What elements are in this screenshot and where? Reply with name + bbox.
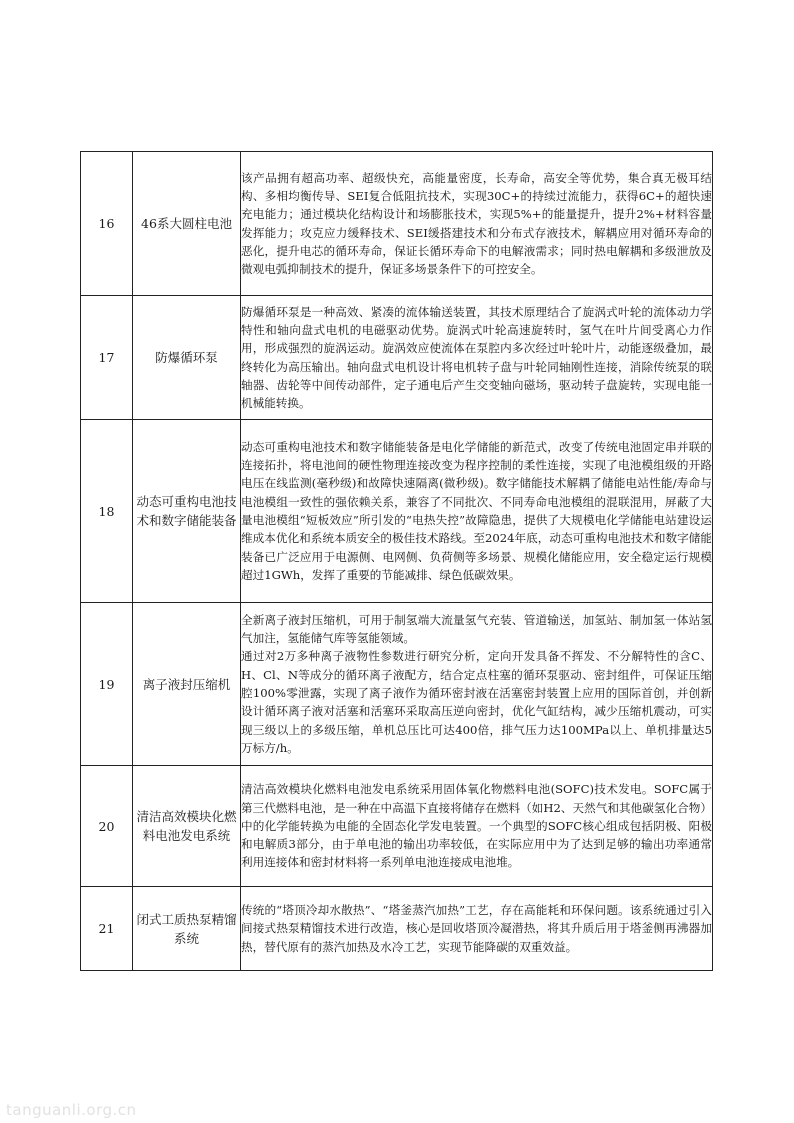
description-paragraph: 防爆循环泵是一种高效、紧凑的流体输送装置，其技术原理结合了旋涡式叶轮的流体动力学特性和轴向盘式电机的电磁驱动优势。旋涡式叶轮高速旋转时，氢气在叶片间受离心力作用，形成强烈的旋涡运动。旋涡效应使流体在泵腔内多次经过叶轮叶片，动能逐级叠加，最终转化为高压输出。轴向盘式电机设计将电机转子盘与叶轮同轴刚性连接，消除传统泵的联轴器、齿轮等中间传动部件，定子通电后产生交变轴向磁场，驱动转子盘旋转，实现电能一机械能转换。 [241, 304, 712, 411]
product-description [241, 296, 713, 420]
product-name: 动态可重构电池技术和数字储能装备 [133, 420, 241, 603]
row-number: 16 [81, 152, 133, 296]
product-description [241, 887, 713, 971]
description-paragraph: 清洁高效模块化燃料电池发电系统采用固体氧化物燃料电池(SOFC)技术发电。SOFC属于第三代燃料电池，是一种在中高温下直接将储存在燃料（如H2、天然气和其他碳氢化合物）中的化学能转换为电能的全固态化学发电装置。一个典型的SOFC核心组成包括阴极、阳极和电解质3部分，由于单电池的输出功率较低，在实际应用中为了达到足够的输出功率通常利用连接体和密封材料将一系列单电池连接成电池堆。 [241, 782, 712, 870]
product-name: 防爆循环泵 [133, 296, 241, 420]
description-paragraph: 该产品拥有超高功率、超级快充，高能量密度，长寿命，高安全等优势，集合真无极耳结构、多相均衡传导、SEI复合低阻抗技术，实现30C+的持续过流能力，获得6C+的超快速充电能力；通过模块化结构设计和场膨胀技术，实现5%+的能量提升，提升2%+材料容量发挥能力；攻克应力缓释技术、SEI缓搭建技术和分布式存液技术，解耦应用对循环寿命的恶化，提升电芯的循环寿命，保证长循环寿命下的电解液需求；同时热电解耦和多级泄放及微观电弧抑制技术的提升，保证多场景条件下的可控安全。 [241, 170, 712, 277]
product-name: 闭式工质热泵精馏系统 [133, 887, 241, 971]
technology-catalog-table [80, 151, 713, 971]
row-number: 18 [81, 420, 133, 603]
site-watermark: tanguanli.org.cn [6, 1101, 137, 1119]
product-name: 清洁高效模块化燃料电池发电系统 [133, 766, 241, 887]
product-name: 46系大圆柱电池 [133, 152, 241, 296]
row-number: 19 [81, 603, 133, 766]
product-description [241, 603, 713, 766]
product-description [241, 152, 713, 296]
row-number: 20 [81, 766, 133, 887]
description-paragraph: 通过对2万多种离子液物性参数进行研究分析，定向开发具备不挥发、不分解特性的含C、H、Cl、N等成分的循环离子液配方，结合定点柱塞的循环泵驱动、密封组件，可保证压缩腔100%零泄露，实现了离子液作为循环密封液在活塞密封装置上应用的国际首创，并创新设计循环离子液对活塞和活塞环采取高压逆向密封，优化气缸结构，减少压缩机震动，可实现三级以上的多级压缩，单机总压比可达400倍，排气压力达100MPa以上、单机排量达5万标方/h。 [241, 649, 712, 755]
description-paragraph: 传统的“塔顶冷却水散热”、“塔釜蒸汽加热”工艺，存在高能耗和环保问题。该系统通过引入间接式热泵精馏技术进行改造，核心是回收塔顶冷凝潜热，将其升质后用于塔釜侧再沸器加热，替代原有的蒸汽加热及水冷工艺，实现节能降碳的双重效益。 [241, 903, 712, 954]
table-row [81, 766, 713, 887]
row-number: 17 [81, 296, 133, 420]
description-paragraph: 全新离子液封压缩机，可用于制氢端大流量氢气充装、管道输送，加氢站、制加氢一体站氢气加注，氢能储气库等氢能领域。 [241, 612, 712, 646]
description-paragraph: 动态可重构电池技术和数字储能装备是电化学储能的新范式，改变了传统电池固定串并联的连接拓扑，将电池间的硬性物理连接改变为程序控制的柔性连接，实现了电池模组级的开路电压在线监测(毫秒级)和故障快速隔离(微秒级)。数字储能技术解耦了储能电站性能/寿命与电池模组一致性的强依赖关系，兼容了不同批次、不同寿命电池模组的混联混用，屏蔽了大量电池模组“短板效应”所引发的“电热失控”故障隐患，提供了大规模电化学储能电站建设运维成本优化和系统本质安全的极佳技术路线。至2024年底，动态可重构电池技术和数字储能装备已广泛应用于电源侧、电网侧、负荷侧等多场景、规模化储能应用，安全稳定运行规模超过1GWh，发挥了重要的节能减排、绿色低碳效果。 [241, 439, 712, 582]
product-name: 离子液封压缩机 [133, 603, 241, 766]
product-description [241, 420, 713, 603]
table-row [81, 603, 713, 766]
row-number: 21 [81, 887, 133, 971]
table-row [81, 152, 713, 296]
table-row [81, 296, 713, 420]
table-row [81, 887, 713, 971]
table-row [81, 420, 713, 603]
product-description [241, 766, 713, 887]
